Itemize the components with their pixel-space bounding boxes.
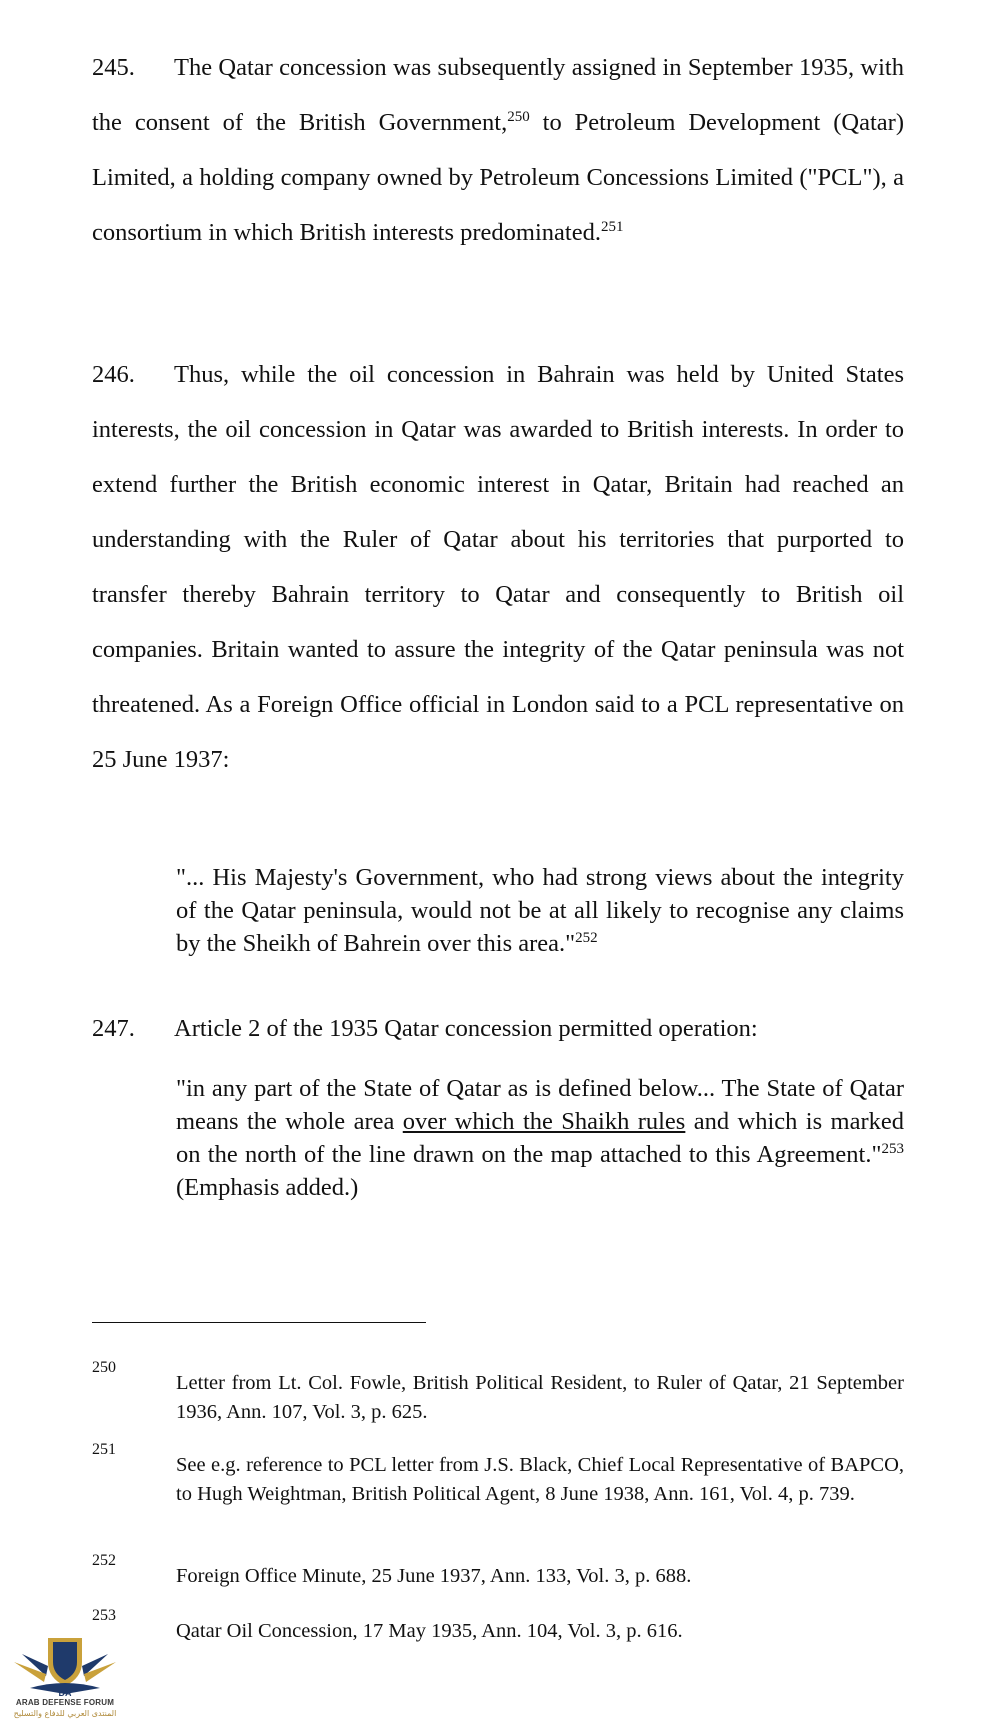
- paragraph-text: The Qatar concession was subsequently assigned in September 1935, with the consent of the British Government,: [92, 54, 904, 136]
- footnote-number: 251: [92, 1441, 116, 1458]
- footnote-divider: [92, 1322, 426, 1323]
- quote-text: "... His Majesty's Government, who had strong views about the integrity of the Qatar peninsula, would not be at all likely to recognise any claims by the Sheikh of Bahrein over this area.": [176, 864, 904, 957]
- paragraph-246: [92, 347, 904, 787]
- brand-name-ar: المنتدى العربي للدفاع والتسليح: [13, 1709, 117, 1718]
- paragraph-text: Article 2 of the 1935 Qatar concession permitted operation:: [174, 1015, 758, 1042]
- watermark-logo: [0, 1632, 130, 1722]
- paragraph-text: to Petroleum Development (Qatar) Limited, a holding company owned by Petroleum Concessions Limited ("PCL"), a consortium in which British interests predominated.: [92, 109, 905, 246]
- footnote-252: [92, 1552, 904, 1591]
- footnote-text: Foreign Office Minute, 25 June 1937, Ann. 133, Vol. 3, p. 688.: [176, 1565, 692, 1587]
- footnote-text: Qatar Oil Concession, 17 May 1935, Ann. 104, Vol. 3, p. 616.: [176, 1620, 683, 1642]
- footnote-251: [92, 1441, 904, 1509]
- footnote-ref-252[interactable]: 252: [575, 929, 598, 946]
- paragraph-number: 247.: [92, 1015, 135, 1042]
- quote-text: and which is marked on the north of the line drawn on the map attached to this Agreement.": [176, 1108, 904, 1168]
- quote-text: "in any part of the State of Qatar as is defined below... The State of Qatar means the whole area: [176, 1075, 904, 1135]
- footnote-number: 252: [92, 1552, 116, 1569]
- eagle-shield-icon: [0, 1632, 130, 1698]
- footnote-text: See e.g. reference to PCL letter from J.S. Black, Chief Local Representative of BAPCO, to Hugh Weightman, British Political Agent, 8 June 1938, Ann. 161, Vol. 4, p. 739.: [176, 1454, 904, 1505]
- footnote-text: Letter from Lt. Col. Fowle, British Political Resident, to Ruler of Qatar, 21 September 1936, Ann. 107, Vol. 3, p. 625.: [176, 1372, 904, 1423]
- brand-name-en: ARAB DEFENSE FORUM: [15, 1698, 115, 1707]
- footnote-ref-253[interactable]: 253: [881, 1140, 904, 1157]
- paragraph-number: 245.: [92, 54, 135, 81]
- paragraph-text: Thus, while the oil concession in Bahrain was held by United States interests, the oil concession in Qatar was awarded to British interests. In order to extend further the British economic interest in Qatar, Britain had reached an understanding with the Ruler of Qatar about his territories that purported to transfer thereby Bahrain territory to Qatar and consequently to British oil companies. Britain wanted to assure the integrity of the Qatar peninsula was not threatened. As a Foreign Office official in London said to a PCL representative on 25 June 1937:: [92, 361, 904, 773]
- logo-letters: DA: [58, 1688, 72, 1698]
- emphasis-note: (Emphasis added.): [176, 1174, 359, 1201]
- block-quote-2: [176, 1072, 904, 1204]
- paragraph-245: [92, 40, 904, 260]
- underlined-emphasis: over which the Shaikh rules: [402, 1108, 686, 1135]
- footnote-number: 250: [92, 1359, 116, 1376]
- footnote-253: [92, 1607, 904, 1646]
- footnote-ref-251[interactable]: 251: [600, 218, 624, 235]
- paragraph-247: [92, 1012, 904, 1045]
- footnote-number: 253: [92, 1607, 116, 1624]
- footnote-250: [92, 1359, 904, 1427]
- paragraph-number: 246.: [92, 361, 135, 388]
- block-quote-1: [176, 861, 904, 960]
- footnote-ref-250[interactable]: 250: [507, 108, 530, 125]
